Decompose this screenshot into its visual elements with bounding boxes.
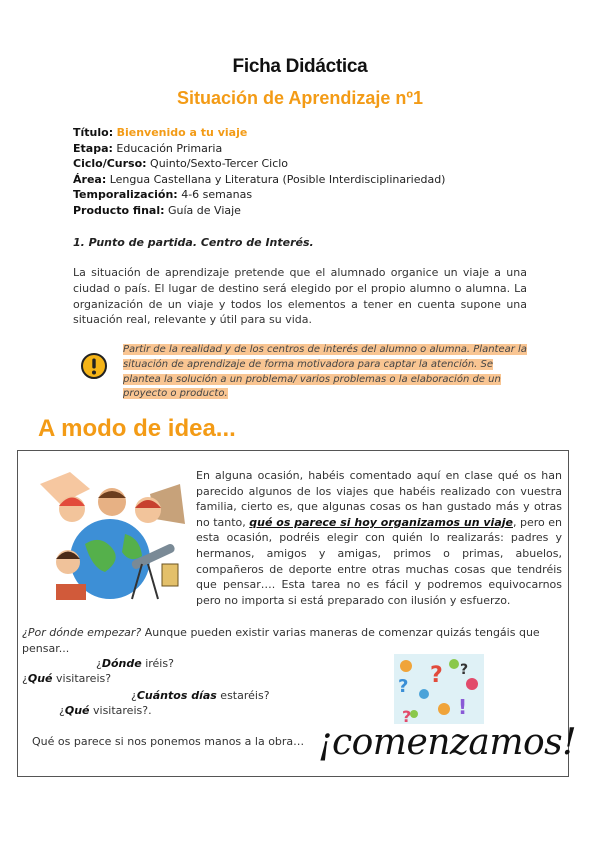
titulo-label: Título:: [73, 126, 114, 139]
etapa-value: Educación Primaria: [116, 141, 223, 155]
etapa-label: Etapa:: [73, 141, 113, 155]
question-donde: ¿Dónde iréis?: [96, 657, 174, 670]
closing-text: Qué os parece si nos ponemos manos a la obra…: [32, 735, 305, 748]
question-que-2: ¿Qué visitareis?.: [59, 704, 152, 717]
svg-text:?: ?: [398, 676, 409, 697]
producto-value: Guía de Viaje: [168, 203, 241, 217]
comenzamos-banner: ¡comenzamos!: [318, 722, 577, 763]
warning-icon: [80, 352, 108, 380]
svg-text:?: ?: [460, 662, 469, 678]
intro-question: [22, 625, 562, 657]
idea-text: [196, 468, 562, 608]
teacher-note: [123, 343, 527, 402]
svg-text:!: !: [458, 695, 468, 719]
idea-text-part2: , pero en esta ocasión, podréis elegir con quién lo realizarás: padres y hermanos, amigos y amigas, primos o primas, abuelos, compañeros de deporte entre otras muchas cosas que tendréis que pensar…. Esta tarea no es fácil y podremos equivocarnos pero no importa si está preparado con ilusión y esfuerzo.: [196, 515, 562, 607]
ciclo-value: Quinto/Sexto-Tercer Ciclo: [150, 157, 289, 171]
section-paragraph: La situación de aprendizaje pretende que el alumnado organice un viaje a una ciudad o país. El lugar de destino será elegido por el propio alumno o alumna. La organización de un viaje y todos los elementos a tener en cuenta supone una situación real, relevante y útil para su vida.: [73, 266, 527, 327]
ciclo-label: Ciclo/Curso:: [73, 157, 147, 171]
svg-text:?: ?: [402, 707, 412, 724]
section-heading: 1. Punto de partida. Centro de Interés.: [73, 236, 314, 249]
idea-heading: A modo de idea...: [38, 415, 236, 442]
page-title: Ficha Didáctica: [232, 56, 368, 77]
note-highlight: Partir de la realidad y de los centros de interés del alumno o alumna. Plantear la situación de aprendizaje de forma motivadora para captar la atención. Se plantea la solución a un problema/ varios problemas o la elaboración de un proyecto o producto.: [123, 344, 527, 400]
area-value: Lengua Castellana y Literatura (Posible Interdisciplinariedad): [109, 172, 446, 186]
meta-block: [73, 125, 445, 219]
idea-text-part1: En alguna ocasión, habéis comentado aquí en clase qué os han parecido algunos de los viajes que habéis realizado con vuestra familia, cierto es, que algunas cosas os han gustado más y otras no tanto,: [196, 469, 562, 529]
questions-illustration: [394, 654, 484, 724]
kids-globe-illustration: [30, 464, 190, 604]
intro-rest: Aunque pueden existir varias maneras de comenzar quizás tengáis que pensar...: [22, 626, 540, 655]
producto-label: Producto final:: [73, 203, 165, 217]
intro-q-label: ¿Por dónde empezar?: [22, 626, 142, 639]
area-label: Área:: [73, 172, 107, 186]
svg-text:?: ?: [430, 663, 443, 688]
temporalizacion-label: Temporalización:: [73, 188, 178, 202]
question-que-1: ¿Qué visitareis?: [22, 672, 112, 685]
question-cuantos: ¿Cuántos días estaréis?: [131, 689, 270, 702]
titulo-value: Bienvenido a tu viaje: [116, 126, 248, 139]
page-subtitle: Situación de Aprendizaje nº1: [177, 88, 423, 108]
temporalizacion-value: 4-6 semanas: [181, 188, 253, 202]
idea-text-emphasis: qué os parece si hoy organizamos un viaje: [249, 515, 513, 529]
